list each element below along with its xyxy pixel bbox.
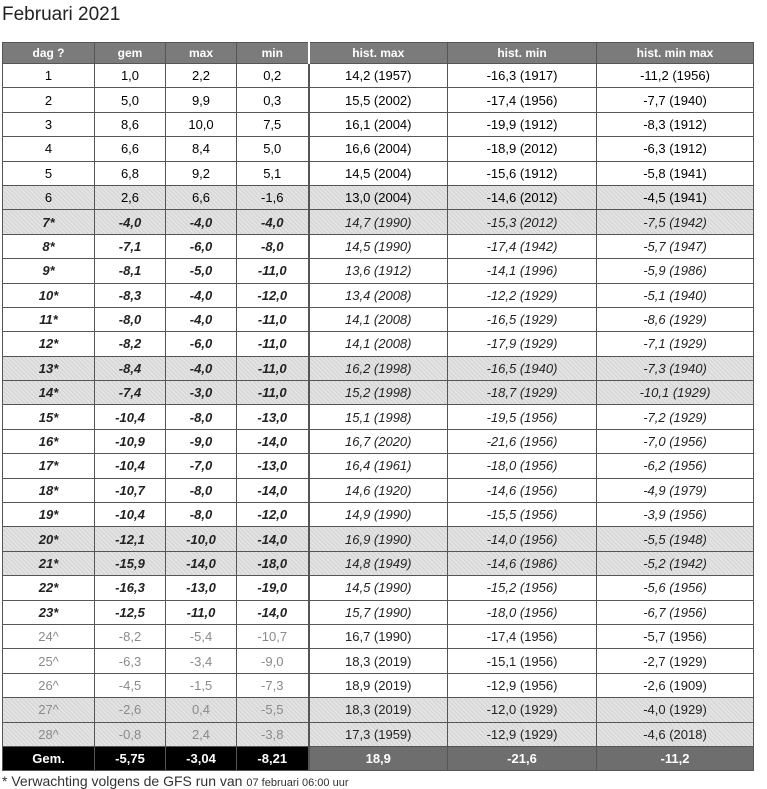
cell-dag: 17* [3,454,95,478]
cell-min: -18,0 [237,551,309,575]
cell-dag: 11* [3,307,95,331]
cell-max: -14,0 [166,551,237,575]
cell-dag: 24^ [3,624,95,648]
cell-gem: -16,3 [95,576,166,600]
cell-hist-min: -12,9 (1956) [448,673,597,697]
cell-hist-min-max: -8,3 (1912) [597,112,754,136]
cell-dag: 20* [3,527,95,551]
page-title: Februari 2021 [2,4,121,25]
cell-max: -6,0 [166,332,237,356]
cell-hist-min: -18,7 (1929) [448,381,597,405]
table-row [3,527,754,551]
footnote-text: * Verwachting volgens de GFS run van [2,773,247,789]
table-row [3,112,754,136]
cell-hist-min: -18,0 (1956) [448,600,597,624]
cell-max: -1,5 [166,673,237,697]
cell-hist-max: 16,9 (1990) [309,527,448,551]
cell-hist-min: -12,0 (1929) [448,698,597,722]
cell-hist-max: 13,0 (2004) [309,185,448,209]
cell-max: -7,0 [166,454,237,478]
average-gem: -5,75 [95,746,166,770]
cell-hist-min: -17,4 (1956) [448,88,597,112]
cell-hist-min-max: -5,6 (1956) [597,576,754,600]
cell-max: -13,0 [166,576,237,600]
cell-hist-min: -19,5 (1956) [448,405,597,429]
cell-gem: 6,6 [95,137,166,161]
cell-hist-max: 16,7 (1990) [309,624,448,648]
cell-min: -11,0 [237,259,309,283]
header-hist-min-max[interactable]: hist. min max [597,43,754,64]
cell-hist-max: 14,5 (2004) [309,161,448,185]
cell-max: -8,0 [166,405,237,429]
table-row [3,551,754,575]
cell-max: 8,4 [166,137,237,161]
table-row [3,722,754,746]
cell-hist-min: -16,5 (1929) [448,307,597,331]
cell-hist-max: 14,1 (2008) [309,332,448,356]
cell-dag: 15* [3,405,95,429]
average-hist-max: 18,9 [309,746,448,770]
cell-hist-min: -14,6 (2012) [448,185,597,209]
cell-hist-min: -15,2 (1956) [448,576,597,600]
cell-hist-min-max: -7,1 (1929) [597,332,754,356]
table-row [3,600,754,624]
cell-gem: 6,8 [95,161,166,185]
cell-max: 10,0 [166,112,237,136]
table-row [3,137,754,161]
header-gem[interactable]: gem [95,43,166,64]
table-row [3,698,754,722]
cell-max: -4,0 [166,356,237,380]
cell-gem: -8,4 [95,356,166,380]
table-row [3,478,754,502]
average-row [3,746,754,770]
cell-hist-max: 18,3 (2019) [309,649,448,673]
table-header-row [3,43,754,64]
cell-gem: -4,5 [95,673,166,697]
cell-dag: 25^ [3,649,95,673]
cell-gem: -7,4 [95,381,166,405]
cell-hist-min-max: -5,1 (1940) [597,283,754,307]
cell-min: -12,0 [237,283,309,307]
cell-hist-min-max: -4,9 (1979) [597,478,754,502]
table-row [3,673,754,697]
table-row [3,576,754,600]
cell-dag: 22* [3,576,95,600]
cell-gem: -8,2 [95,624,166,648]
table-row [3,405,754,429]
cell-hist-max: 15,2 (1998) [309,381,448,405]
average-label: Gem. [3,746,95,770]
cell-hist-max: 16,4 (1961) [309,454,448,478]
footnote-run-time: 07 februari 06:00 uur [246,777,349,789]
cell-max: -9,0 [166,429,237,453]
cell-max: -8,0 [166,478,237,502]
cell-hist-max: 14,5 (1990) [309,576,448,600]
cell-gem: -10,4 [95,503,166,527]
cell-min: -14,0 [237,478,309,502]
header-max[interactable]: max [166,43,237,64]
cell-gem: -4,0 [95,210,166,234]
cell-hist-max: 14,9 (1990) [309,503,448,527]
cell-min: 7,5 [237,112,309,136]
cell-max: 9,9 [166,88,237,112]
cell-hist-max: 14,2 (1957) [309,64,448,88]
cell-max: -8,0 [166,503,237,527]
cell-max: -10,0 [166,527,237,551]
cell-hist-min: -12,2 (1929) [448,283,597,307]
cell-min: -11,0 [237,332,309,356]
cell-gem: 8,6 [95,112,166,136]
cell-dag: 19* [3,503,95,527]
cell-max: -5,0 [166,259,237,283]
cell-hist-min-max: -5,9 (1986) [597,259,754,283]
cell-gem: -8,1 [95,259,166,283]
header-hist-min[interactable]: hist. min [448,43,597,64]
cell-hist-min: -16,5 (1940) [448,356,597,380]
cell-min: -5,5 [237,698,309,722]
cell-max: -4,0 [166,283,237,307]
header-dag[interactable]: dag ? [3,43,95,64]
cell-dag: 7* [3,210,95,234]
cell-min: 0,3 [237,88,309,112]
cell-hist-max: 16,7 (2020) [309,429,448,453]
cell-hist-max: 13,4 (2008) [309,283,448,307]
cell-dag: 16* [3,429,95,453]
cell-hist-min-max: -4,5 (1941) [597,185,754,209]
cell-min: -3,8 [237,722,309,746]
cell-dag: 27^ [3,698,95,722]
table-row [3,259,754,283]
cell-max: 2,2 [166,64,237,88]
cell-min: -10,7 [237,624,309,648]
cell-dag: 5 [3,161,95,185]
table-row [3,649,754,673]
cell-dag: 1 [3,64,95,88]
cell-min: -11,0 [237,356,309,380]
cell-min: -9,0 [237,649,309,673]
cell-hist-min: -15,5 (1956) [448,503,597,527]
table-row [3,88,754,112]
cell-hist-min-max: -4,0 (1929) [597,698,754,722]
cell-hist-min-max: -5,2 (1942) [597,551,754,575]
cell-hist-min-max: -5,7 (1947) [597,234,754,258]
average-max: -3,04 [166,746,237,770]
cell-max: 0,4 [166,698,237,722]
cell-hist-min-max: -5,8 (1941) [597,161,754,185]
cell-dag: 9* [3,259,95,283]
cell-min: -11,0 [237,381,309,405]
cell-hist-min-max: -7,0 (1956) [597,429,754,453]
cell-min: 5,0 [237,137,309,161]
cell-dag: 2 [3,88,95,112]
cell-min: -11,0 [237,307,309,331]
cell-hist-max: 15,1 (1998) [309,405,448,429]
table-row [3,234,754,258]
cell-max: -5,4 [166,624,237,648]
cell-min: -13,0 [237,454,309,478]
cell-max: -11,0 [166,600,237,624]
cell-dag: 21* [3,551,95,575]
cell-gem: -10,4 [95,454,166,478]
cell-min: 5,1 [237,161,309,185]
cell-max: -3,4 [166,649,237,673]
cell-min: -14,0 [237,600,309,624]
cell-hist-min-max: -5,7 (1956) [597,624,754,648]
cell-hist-min-max: -7,7 (1940) [597,88,754,112]
cell-min: -13,0 [237,405,309,429]
cell-hist-min: -17,4 (1956) [448,624,597,648]
cell-min: -19,0 [237,576,309,600]
cell-hist-max: 14,7 (1990) [309,210,448,234]
cell-hist-min-max: -6,7 (1956) [597,600,754,624]
cell-dag: 4 [3,137,95,161]
cell-hist-min: -18,9 (2012) [448,137,597,161]
cell-min: -12,0 [237,503,309,527]
cell-gem: -15,9 [95,551,166,575]
cell-hist-min-max: -10,1 (1929) [597,381,754,405]
cell-hist-min-max: -8,6 (1929) [597,307,754,331]
table-row [3,185,754,209]
average-hist-min-max: -11,2 [597,746,754,770]
header-min[interactable]: min [237,43,309,64]
cell-gem: -8,0 [95,307,166,331]
cell-hist-max: 18,3 (2019) [309,698,448,722]
cell-hist-min-max: -6,2 (1956) [597,454,754,478]
cell-gem: -7,1 [95,234,166,258]
cell-max: 9,2 [166,161,237,185]
cell-gem: -6,3 [95,649,166,673]
cell-min: -1,6 [237,185,309,209]
cell-hist-max: 14,1 (2008) [309,307,448,331]
table-row [3,332,754,356]
cell-min: -4,0 [237,210,309,234]
cell-max: -4,0 [166,210,237,234]
table-row [3,210,754,234]
cell-hist-min: -15,1 (1956) [448,649,597,673]
table-row [3,64,754,88]
cell-hist-max: 16,2 (1998) [309,356,448,380]
average-min: -8,21 [237,746,309,770]
table-row [3,283,754,307]
cell-dag: 26^ [3,673,95,697]
cell-gem: -10,4 [95,405,166,429]
cell-max: 6,6 [166,185,237,209]
cell-dag: 13* [3,356,95,380]
cell-gem: -10,7 [95,478,166,502]
cell-hist-min-max: -7,5 (1942) [597,210,754,234]
cell-dag: 14* [3,381,95,405]
table-row [3,429,754,453]
cell-hist-min: -12,9 (1929) [448,722,597,746]
cell-min: -14,0 [237,429,309,453]
table-row [3,161,754,185]
cell-hist-min-max: -4,6 (2018) [597,722,754,746]
cell-min: 0,2 [237,64,309,88]
cell-hist-min: -17,4 (1942) [448,234,597,258]
cell-hist-max: 17,3 (1959) [309,722,448,746]
cell-hist-min: -14,6 (1986) [448,551,597,575]
cell-dag: 18* [3,478,95,502]
cell-max: -4,0 [166,307,237,331]
cell-gem: -8,2 [95,332,166,356]
header-hist-max[interactable]: hist. max [309,43,448,64]
cell-hist-max: 16,6 (2004) [309,137,448,161]
cell-gem: -12,5 [95,600,166,624]
cell-gem: 2,6 [95,185,166,209]
cell-dag: 6 [3,185,95,209]
cell-hist-min: -14,6 (1956) [448,478,597,502]
cell-dag: 12* [3,332,95,356]
cell-hist-min: -19,9 (1912) [448,112,597,136]
table-row [3,503,754,527]
cell-hist-min: -15,6 (1912) [448,161,597,185]
cell-dag: 10* [3,283,95,307]
cell-hist-max: 14,5 (1990) [309,234,448,258]
temperature-table [2,42,754,771]
table-row [3,454,754,478]
cell-hist-min-max: -7,3 (1940) [597,356,754,380]
cell-gem: -0,8 [95,722,166,746]
cell-hist-min-max: -3,9 (1956) [597,503,754,527]
cell-gem: 5,0 [95,88,166,112]
cell-hist-min: -18,0 (1956) [448,454,597,478]
cell-dag: 23* [3,600,95,624]
cell-min: -8,0 [237,234,309,258]
cell-hist-min-max: -2,7 (1929) [597,649,754,673]
table-row [3,624,754,648]
cell-hist-min-max: -7,2 (1929) [597,405,754,429]
average-hist-min: -21,6 [448,746,597,770]
cell-gem: -12,1 [95,527,166,551]
cell-gem: -8,3 [95,283,166,307]
cell-min: -7,3 [237,673,309,697]
cell-dag: 3 [3,112,95,136]
table-row [3,381,754,405]
cell-max: -3,0 [166,381,237,405]
cell-hist-max: 15,5 (2002) [309,88,448,112]
cell-hist-min-max: -11,2 (1956) [597,64,754,88]
forecast-footnote [2,773,349,789]
cell-hist-min: -15,3 (2012) [448,210,597,234]
cell-hist-max: 18,9 (2019) [309,673,448,697]
table-row [3,307,754,331]
cell-hist-max: 14,6 (1920) [309,478,448,502]
cell-hist-min-max: -5,5 (1948) [597,527,754,551]
cell-max: 2,4 [166,722,237,746]
cell-hist-min: -14,0 (1956) [448,527,597,551]
cell-hist-min: -16,3 (1917) [448,64,597,88]
cell-gem: -2,6 [95,698,166,722]
table-row [3,356,754,380]
cell-dag: 28^ [3,722,95,746]
cell-gem: -10,9 [95,429,166,453]
cell-hist-min: -21,6 (1956) [448,429,597,453]
cell-max: -6,0 [166,234,237,258]
cell-gem: 1,0 [95,64,166,88]
cell-hist-max: 14,8 (1949) [309,551,448,575]
cell-hist-min: -17,9 (1929) [448,332,597,356]
cell-hist-min-max: -2,6 (1909) [597,673,754,697]
cell-hist-min: -14,1 (1996) [448,259,597,283]
cell-min: -14,0 [237,527,309,551]
cell-hist-max: 15,7 (1990) [309,600,448,624]
cell-hist-max: 13,6 (1912) [309,259,448,283]
cell-hist-min-max: -6,3 (1912) [597,137,754,161]
cell-hist-max: 16,1 (2004) [309,112,448,136]
cell-dag: 8* [3,234,95,258]
